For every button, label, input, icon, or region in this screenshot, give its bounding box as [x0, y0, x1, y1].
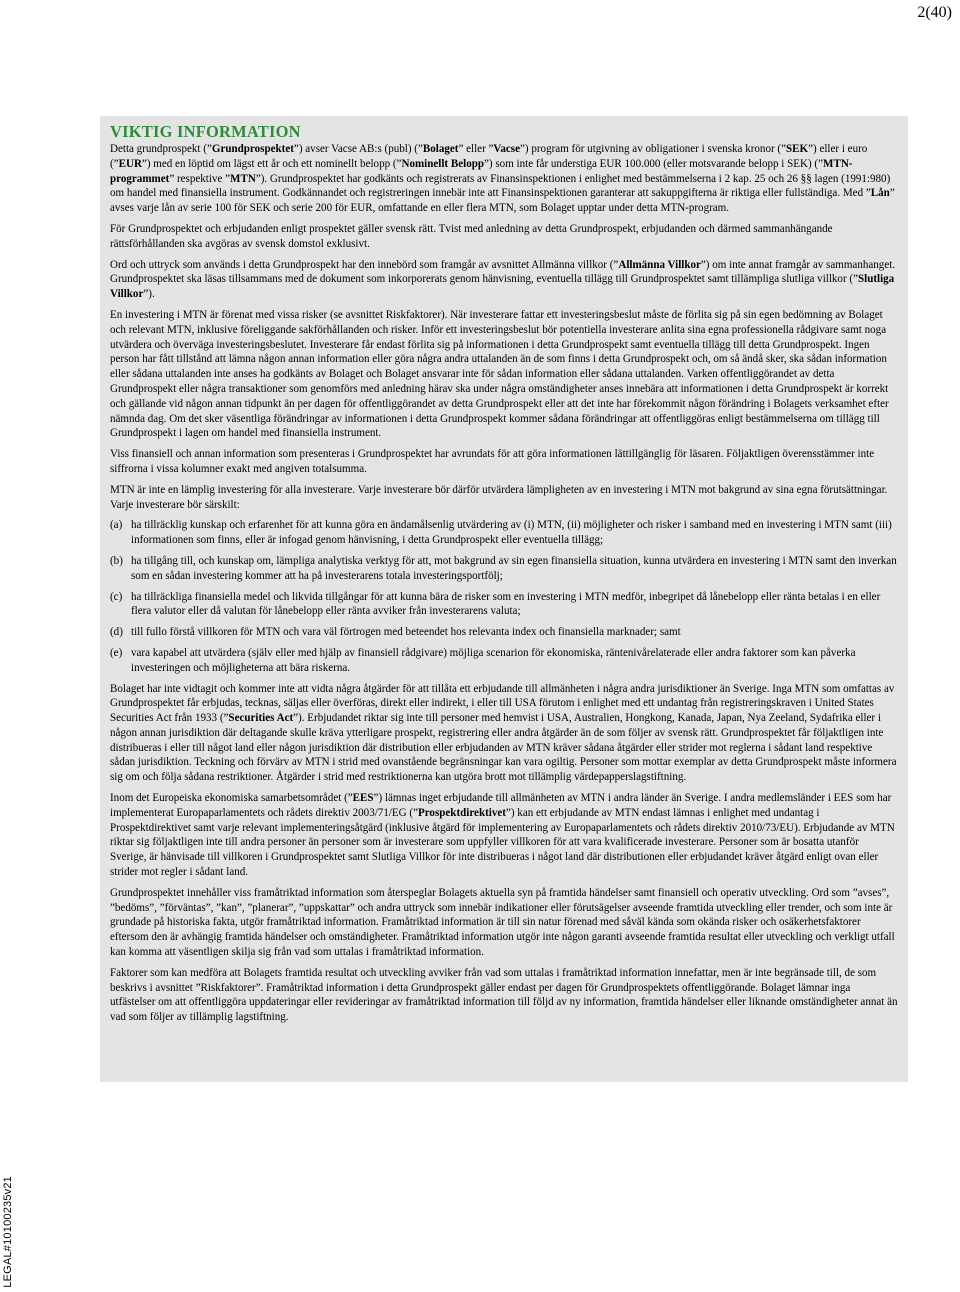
- text-run: ”).: [143, 288, 155, 301]
- text-run: ”) med en löptid om lägst ett år och ett nominellt belopp (”: [141, 157, 402, 170]
- list-text: vara kapabel att utvärdera (själv eller med hjälp av finansiell rådgivare) möjliga scenarion för ekonomiska, räntenivårelaterade eller andra faktorer som kan påverka investeringen och möjligheterna att bära riskerna.: [131, 646, 856, 674]
- investor-requirements-list: [110, 518, 898, 675]
- defined-term: EUR: [118, 157, 142, 170]
- text-run: Inom det Europeiska ekonomiska samarbetsområdet (”: [110, 792, 353, 805]
- defined-term: Securities Act: [228, 712, 294, 725]
- text-run: ”) som inte får understiga EUR 100.000 (eller motsvarande belopp i SEK) (”: [484, 157, 824, 170]
- text-run: ” avses varje lån av serie 100 för SEK och serie 200 för EUR, omfattande en eller flera MTN, som Bolaget upptar under detta MTN-program.: [110, 187, 895, 215]
- list-text: till fullo förstå villkoren för MTN och vara väl förtrogen med beteendet hos relevanta index och finansiella marknader; samt: [131, 626, 681, 639]
- text-run: Ord och uttryck som används i detta Grundprospekt har den innebörd som framgår av avsnittet Allmänna villkor (”: [110, 258, 619, 271]
- paragraph: [110, 886, 898, 960]
- paragraph: [110, 483, 898, 513]
- defined-term: Grundprospektet: [211, 143, 294, 155]
- paragraphs-after-list: [110, 682, 898, 1026]
- page-number: 2(40): [917, 4, 952, 21]
- list-item: [110, 625, 898, 640]
- paragraph: [110, 258, 898, 302]
- list-marker: (a): [110, 519, 123, 532]
- defined-term: Nominellt Belopp: [401, 157, 485, 170]
- text-run: ” eller ”: [458, 143, 494, 155]
- paragraphs-before-list: [110, 142, 898, 512]
- text-run: För Grundprospektet och erbjudanden enligt prospektet gäller svensk rätt. Tvist med anledning av detta Grundprospekt, erbjudanden och därmed sammanhängande rättsförhållanden ska avgöras av svensk domstol exklusivt.: [110, 222, 833, 250]
- text-run: Detta grundprospekt (”: [110, 143, 212, 155]
- list-marker: (d): [110, 626, 123, 639]
- text-run: ”). Erbjudandet riktar sig inte till personer med hemvist i USA, Australien, Hongkong, Kanada, Japan, Nya Zeeland, Sydafrika eller i någon annan jurisdiktion där deltagande skulle kräva ytterligare prospekt, registrering eller andra åtgärder än de som följer av svensk rätt. Grundprospektet får följaktligen inte distribueras i eller till något land eller någon jurisdiktion där distribution eller erbjudanden av MTN kräver sådana åtgärder eller strider mot reglerna i sådant land respektive sådan jurisdiktion. Teckning och förvärv av MTN i strid med ovanstående begränsningar kan vara ogiltig. Personer som mottar exemplar av detta Grundprospekt måste informera sig om och följa sådana restriktioner. Åtgärder i strid med restriktionerna kan utgöra brott mot tillämplig värdepapperslagstiftning.: [110, 712, 897, 784]
- important-information-box: [100, 116, 908, 1082]
- text-run: ” respektive ”: [169, 172, 231, 185]
- text-run: ”) program för utgivning av obligationer i svenska kronor (”: [520, 143, 786, 155]
- defined-term: Slutliga Villkor: [110, 273, 895, 301]
- list-item: [110, 518, 898, 548]
- defined-term: Allmänna Villkor: [618, 258, 701, 271]
- text-run: ”). Grundprospektet har godkänts och registrerats av Finansinspektionen i enlighet med bestämmelserna i 2 kap. 25 och 26 §§ lagen (1991:980) om handel med finansiella instrument. Godkännandet och registreringen innebär inte att Finansinspektionen garanterar att sakuppgifterna är riktiga eller fullständiga. Med ”: [110, 172, 891, 200]
- list-item: [110, 554, 898, 584]
- list-text: ha tillgång till, och kunskap om, lämpliga analytiska verktyg för att, mot bakgrund av sin egen finansiella situation, kunna utvärdera en investering i MTN samt den inverkan som en sådan investering kommer att ha på investerarens totala investeringsportfölj;: [131, 554, 897, 582]
- list-item: [110, 646, 898, 676]
- defined-term: MTN-programmet: [110, 157, 853, 185]
- text-run: Bolaget har inte vidtagit och kommer inte att vidta några åtgärder för att tillåta ett erbjudande till allmänheten i några andra jurisdiktioner än Sverige. Inga MTN som omfattas av Grundprospektet får erbjudas, tecknas, säljas eller överföras, direkt eller indirekt, i eller till USA förutom i enlighet med ett undantag från registreringskraven i United States Securities Act från 1933 (”: [110, 682, 895, 725]
- text-run: ”) avser Vacse AB:s (publ) (”: [293, 143, 423, 155]
- defined-term: Prospektdirektivet: [417, 806, 506, 819]
- list-text: ha tillräckliga finansiella medel och likvida tillgångar för att kunna bära de risker som en investering i MTN medför, inbegripet då lånebelopp eller ränta betalas i en eller flera valutor eller då valutan för lånebelopp eller ränta avviker från investerarens valuta;: [131, 590, 881, 618]
- text-run: En investering i MTN är förenat med vissa risker (se avsnittet Riskfaktorer). När investerare fattar ett investeringsbeslut måste de förlita sig på sin egen bedömning av Bolaget och relevant MTN, inklusive föreliggande sakförhållanden och risker. Inför ett investeringsbeslut bör potentiella investerare anlita sina egna professionella rådgivare samt noga utvärdera och överväga investeringsbeslutet. Investerare får endast förlita sig på informationen i detta Grundprospekt samt eventuella tillägg till detta Grundprospekt. Ingen person har fått tillstånd att lämna någon annan information eller göra några andra uttalanden än de som finns i detta Grundprospekt och, om så ändå sker, ska sådan information eller sådana uttalanden inte anses ha godkänts av Bolaget och Bolaget ansvarar inte för sådan information eller sådana uttalanden. Varken offentliggörandet av detta Grundprospekt eller några transaktioner som genomförs med anledning härav ska under några omständigheter anses innebära att informationen i detta Grundprospekt är korrekt och gällande vid någon annan tidpunkt än per dagen för offentliggörandet av detta Grundprospekt eller att det inte har förekommit någon förändring i Bolagets verksamhet efter nämnda dag. Om det sker väsentliga förändringar av informationen i detta Grundprospekt kommer sådana förändringar att offentliggöras enligt bestämmelserna om tillägg till Grundprospekt i lagen om handel med finansiella instrument.: [110, 308, 889, 440]
- text-run: Faktorer som kan medföra att Bolagets framtida resultat och utveckling avviker från vad som uttalas i framåtriktad information innefattar, men är inte begränsade till, de som beskrivs i avsnittet ”Riskfaktorer”. Framåtriktad information i detta Grundprospekt gäller endast per dagen för Grundprospektets offentliggörande. Bolaget lämnar inga utfästelser om att offentliggöra uppdateringar eller revideringar av framåtriktad information till följd av ny information, framtida händelser eller liknande omständigheter annat än vad som följer av tillämplig lagstiftning.: [110, 966, 898, 1024]
- defined-term: Vacse: [493, 143, 521, 155]
- list-marker: (e): [110, 646, 123, 659]
- text-run: Viss finansiell och annan information som presenteras i Grundprospektet har avrundats för att göra informationen lättillgänglig för läsaren. Följaktligen överensstämmer inte siffrorna i vissa kolumner exakt med angiven totalsumma.: [110, 448, 875, 475]
- paragraph: [110, 966, 898, 1025]
- paragraph: [110, 142, 898, 216]
- text-run: ”) kan ett erbjudande av MTN endast lämnas i enlighet med undantag i Prospektdirektivet samt varje relevant implementeringsåtgärd (inklusive åtgärd för implementering av Europaparlamentets och rådets direktiv 2010/73/EU). Erbjudande av MTN riktar sig följaktligen inte till andra personer än personer som är investerare som uppfyller villkoren för att vara kvalificerade investerare. Personer som är bosatta utanför Sverige, är hänvisade till villkoren i Grundprospektet samt Slutliga Villkor för inte distribueras i något land där distributionen eller erbjudandet kräver åtgärd enligt ovan eller strider mot regler i sådant land.: [110, 806, 895, 879]
- text-run: ”) om inte annat framgår av sammanhanget. Grundprospektet ska läsas tillsammans med de dokument som inkorporerats genom hänvisning, eventuella tillägg till Grundprospektet samt tillämpliga slutliga villkor (”: [110, 258, 896, 286]
- text-run: ”) eller i euro (”: [110, 143, 868, 170]
- defined-term: SEK: [786, 143, 809, 155]
- list-marker: (b): [110, 554, 123, 567]
- paragraph: [110, 682, 898, 786]
- list-marker: (c): [110, 590, 123, 603]
- paragraph: [110, 222, 898, 252]
- defined-term: Lån: [870, 187, 890, 200]
- paragraph: [110, 791, 898, 880]
- text-run: MTN är inte en lämplig investering för alla investerare. Varje investerare bör därför utvärdera lämpligheten av en investering i MTN mot bakgrund av sina egna förutsättningar. Varje investerare bör särskilt:: [110, 483, 888, 511]
- paragraph: [110, 447, 898, 477]
- list-item: [110, 590, 898, 620]
- paragraph: [110, 308, 898, 441]
- text-run: ”) lämnas inget erbjudande till allmänheten av MTN i andra länder än Sverige. I andra medlemsländer i EES som har implementerat Europaparlamentets och rådets direktiv 2003/71/EG (”: [110, 792, 892, 819]
- defined-term: Bolaget: [422, 143, 459, 155]
- section-heading: VIKTIG INFORMATION: [110, 122, 301, 141]
- defined-term: EES: [352, 792, 374, 805]
- defined-term: MTN: [230, 172, 256, 185]
- list-text: ha tillräcklig kunskap och erfarenhet för att kunna göra en ändamålsenlig utvärdering av (i) MTN, (ii) möjligheter och risker i samband med en investering i MTN samt (iii) informationen som finns, eller är infogad genom hänvisning, i detta Grundprospekt eller eventuella tillägg;: [131, 519, 892, 547]
- text-run: Grundprospektet innehåller viss framåtriktad information som återspeglar Bolagets aktuella syn på framtida händelser samt finansiell och operativ utveckling. Ord som ”avses”, ”bedöms”, ”förväntas”, ”kan”, ”planerar”, ”uppskattar” och andra uttryck som innebär indikationer eller förutsägelser avseende framtida utveckling eller trender, och som inte är grundade på historiska fakta, utgör framåtriktad information. Framåtriktad information är till sin natur förenad med såväl kända som okända risker och osäkerhetsfaktorer eftersom den är avhängig framtida händelser och omständigheter. Framåtriktad information utgör inte någon garanti avseende framtida resultat eller utveckling och verkligt utfall kan komma att väsentligen skilja sig från vad som uttalas i framåtriktad information.: [110, 886, 895, 959]
- document-reference-code: LEGAL#10100235v21: [2, 1176, 14, 1288]
